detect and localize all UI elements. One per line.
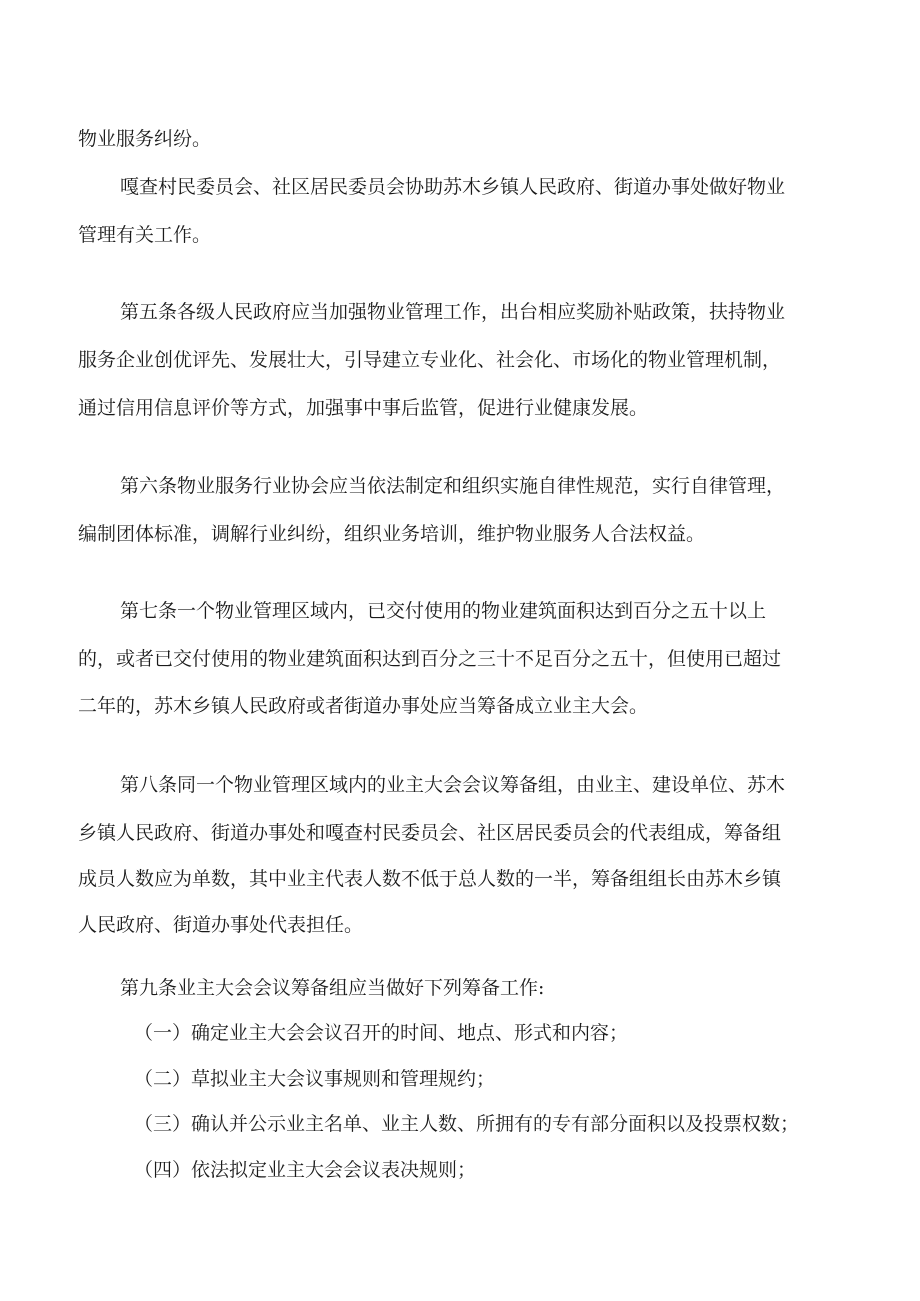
list-item: （二）草拟业主大会议事规则和管理规约； bbox=[134, 1068, 496, 1090]
text-line: 通过信用信息评价等方式，加强事中事后监管，促进行业健康发展。 bbox=[78, 397, 649, 419]
list-item: （一）确定业主大会会议召开的时间、地点、形式和内容； bbox=[134, 1022, 629, 1044]
list-item: （三）确认并公示业主名单、业主人数、所拥有的专有部分面积以及投票权数； bbox=[134, 1113, 800, 1135]
text-line: 成员人数应为单数，其中业主代表人数不低于总人数的一半，筹备组组长由苏木乡镇 bbox=[78, 868, 782, 890]
text-line: 第七条一个物业管理区域内，已交付使用的物业建筑面积达到百分之五十以上 bbox=[120, 600, 767, 622]
text-line: 第六条物业服务行业协会应当依法制定和组织实施自律性规范，实行自律管理， bbox=[120, 475, 786, 497]
text-line: 二年的，苏木乡镇人民政府或者街道办事处应当筹备成立业主大会。 bbox=[78, 695, 649, 717]
text-line: 嘎查村民委员会、社区居民委员会协助苏木乡镇人民政府、街道办事处做好物业 bbox=[120, 176, 786, 198]
text-line: 物业服务纠纷。 bbox=[78, 128, 212, 150]
text-line: 第五条各级人民政府应当加强物业管理工作，出台相应奖励补贴政策，扶持物业 bbox=[120, 301, 786, 323]
text-line: 编制团体标准，调解行业纠纷，组织业务培训，维护物业服务人合法权益。 bbox=[78, 523, 706, 545]
text-line: 服务企业创优评先、发展壮大，引导建立专业化、社会化、市场化的物业管理机制， bbox=[78, 349, 782, 371]
text-line: 第八条同一个物业管理区域内的业主大会会议筹备组，由业主、建设单位、苏木 bbox=[120, 774, 786, 796]
text-line: 的，或者已交付使用的物业建筑面积达到百分之三十不足百分之五十，但使用已超过 bbox=[78, 648, 782, 670]
text-line: 人民政府、街道办事处代表担任。 bbox=[78, 914, 364, 936]
text-line: 乡镇人民政府、街道办事处和嘎查村民委员会、社区居民委员会的代表组成，筹备组 bbox=[78, 822, 782, 844]
text-line: 管理有关工作。 bbox=[78, 224, 212, 246]
text-line: 第九条业主大会会议筹备组应当做好下列筹备工作: bbox=[120, 977, 545, 999]
list-item: （四）依法拟定业主大会会议表决规则； bbox=[134, 1159, 477, 1181]
